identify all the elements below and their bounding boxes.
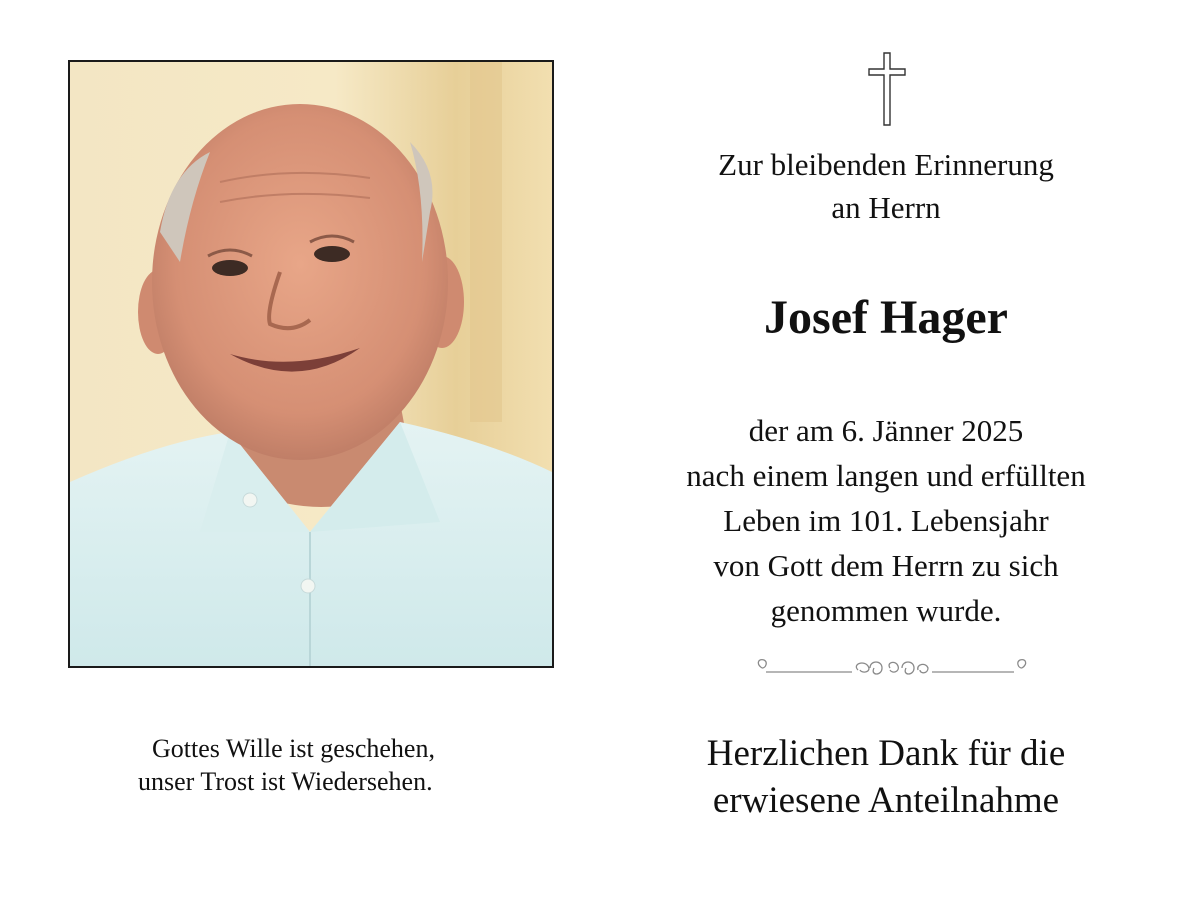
portrait-illustration <box>70 62 552 666</box>
details-line-5: genommen wurde. <box>770 593 1002 628</box>
details-line-2: nach einem langen und erfüllten <box>686 458 1086 493</box>
thanks-message <box>640 730 1132 824</box>
cross-icon <box>867 52 907 126</box>
thanks-line-1: Herzlichen Dank für die <box>706 733 1066 774</box>
memorial-intro <box>640 143 1132 229</box>
quote-line-1: Gottes Wille ist geschehen, <box>152 734 435 763</box>
intro-line-2: an Herrn <box>831 190 941 225</box>
details-line-3: Leben im 101. Lebensjahr <box>723 503 1049 538</box>
portrait-photo <box>68 60 554 668</box>
memorial-details <box>640 408 1132 633</box>
ornamental-divider <box>752 656 1032 680</box>
thanks-line-2: erwiesene Anteilnahme <box>712 780 1060 821</box>
details-line-1: der am 6. Jänner 2025 <box>748 413 1024 448</box>
quote-line-2: unser Trost ist Wiedersehen. <box>138 767 433 796</box>
intro-line-1: Zur bleibenden Erinnerung <box>718 147 1054 182</box>
memorial-quote <box>110 732 530 798</box>
deceased-name: Josef Hager <box>764 291 1008 344</box>
details-line-4: von Gott dem Herrn zu sich <box>713 548 1059 583</box>
